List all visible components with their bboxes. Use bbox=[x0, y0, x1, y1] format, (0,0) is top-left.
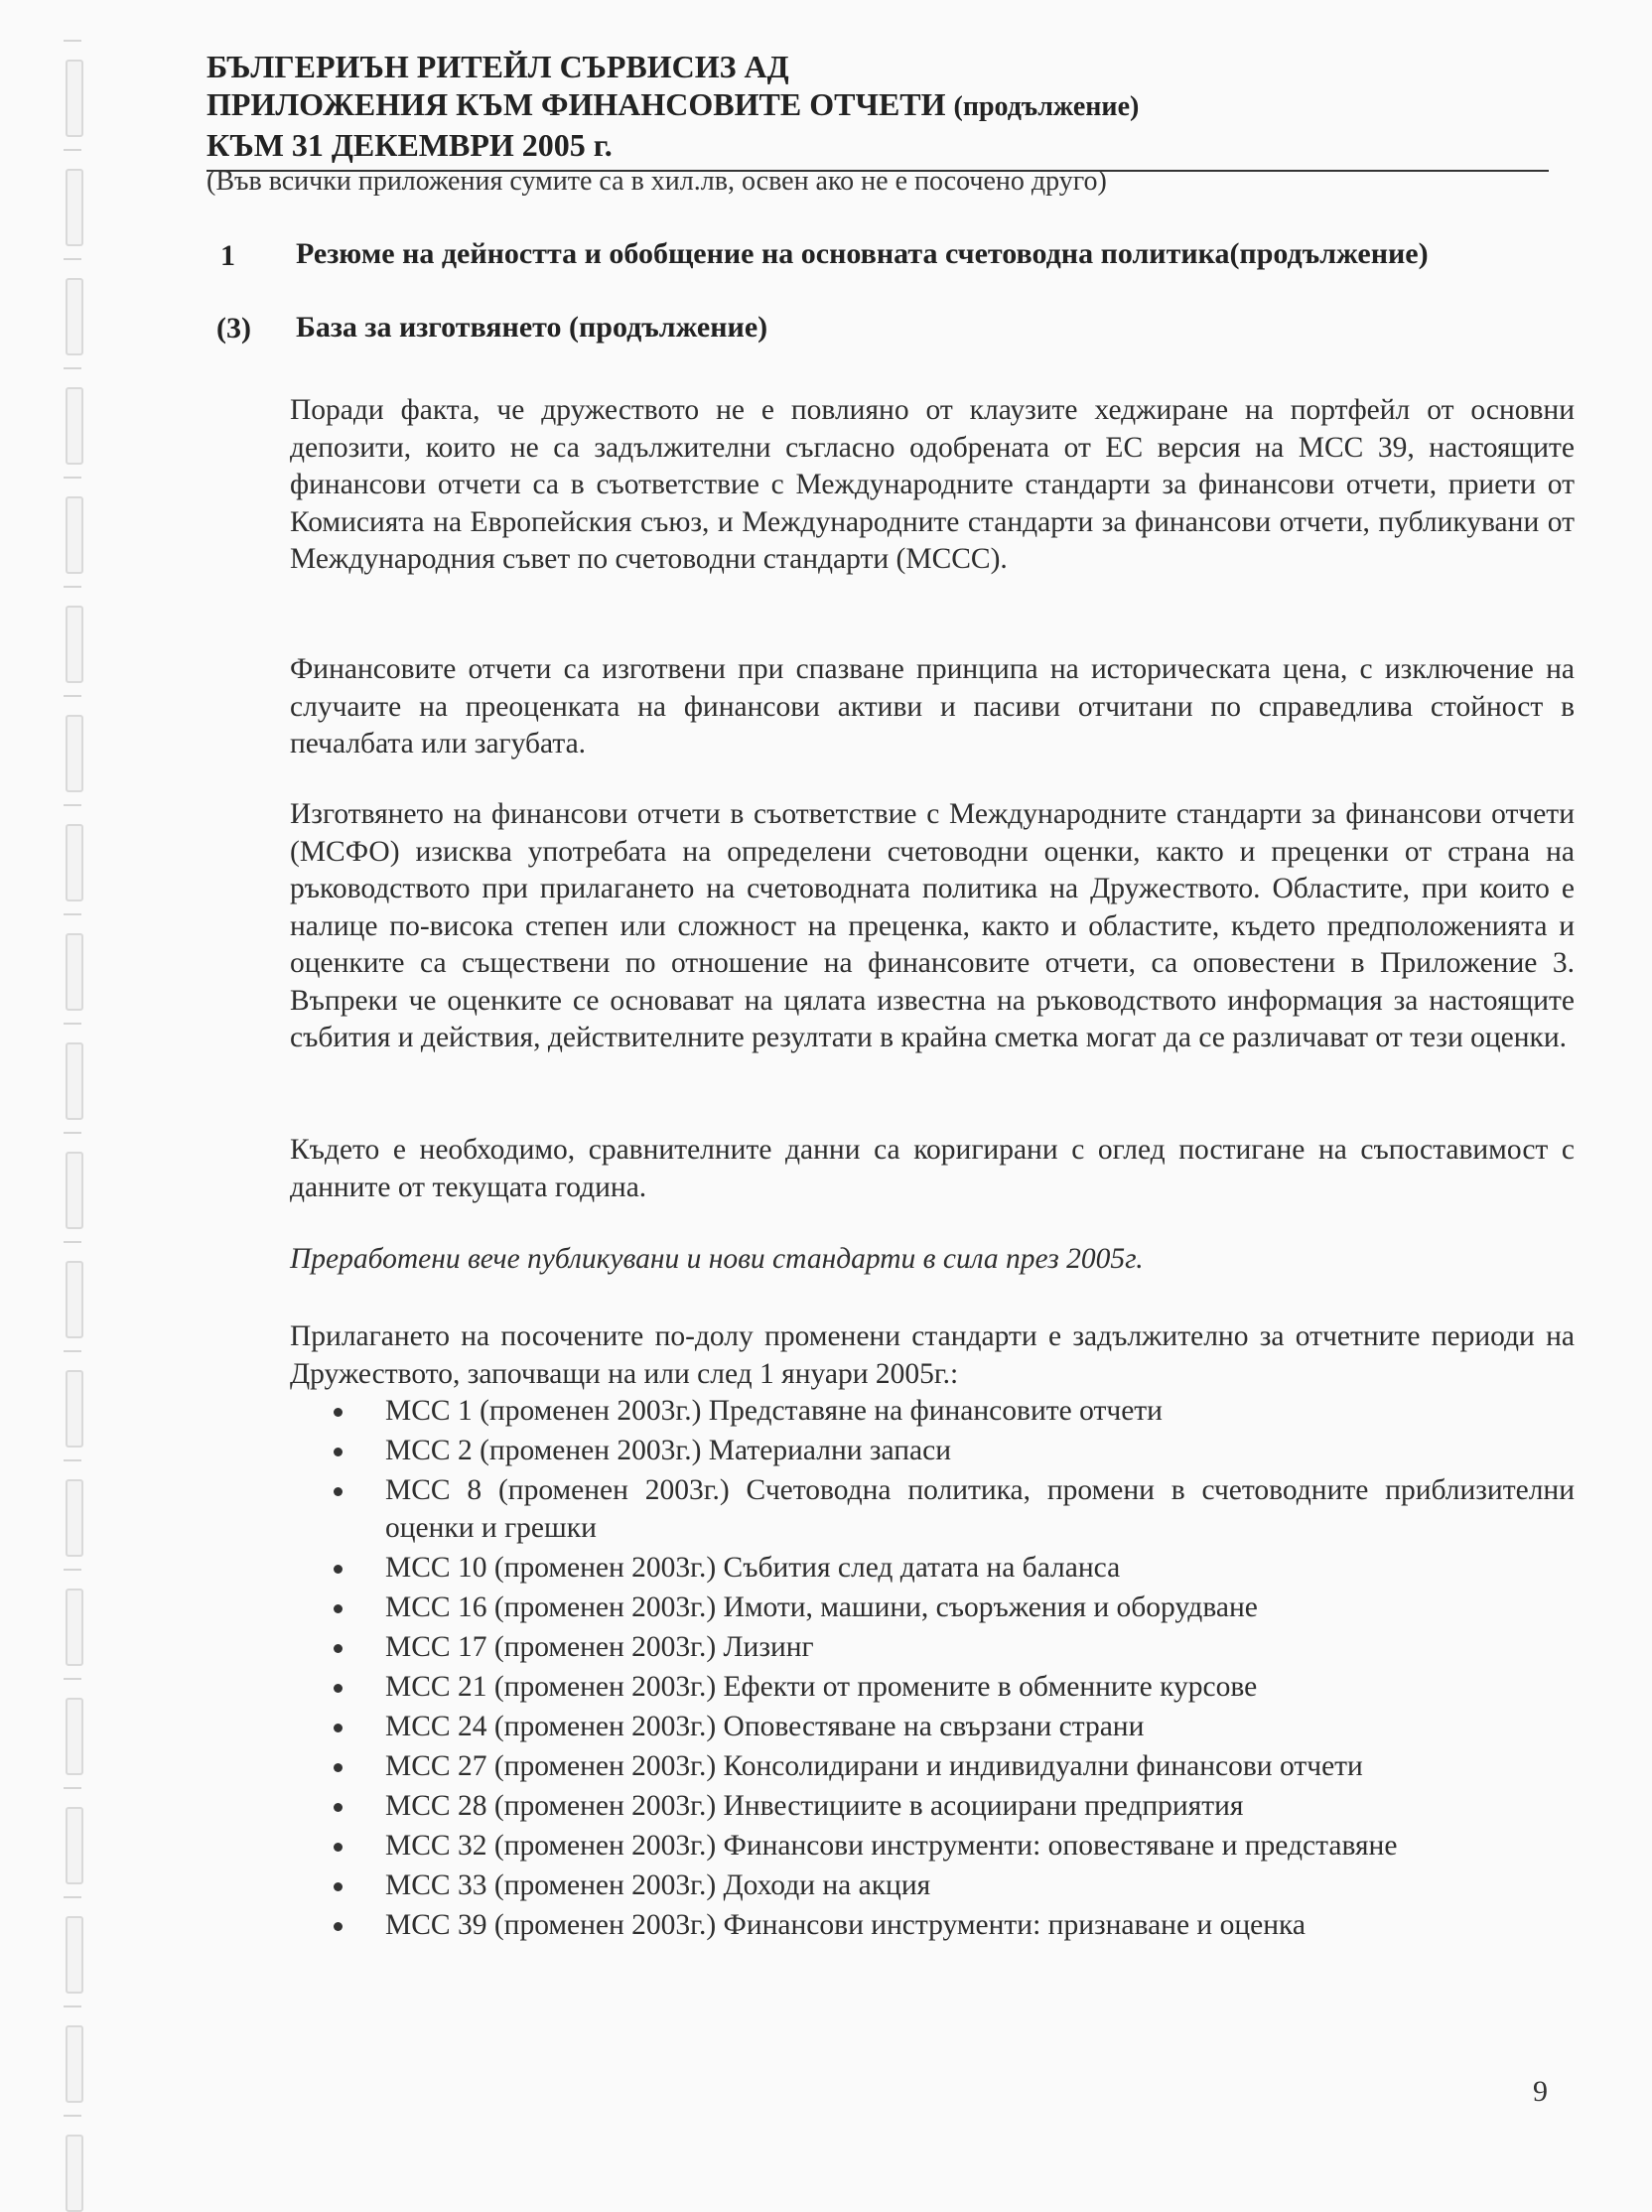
binding-hole bbox=[66, 1589, 83, 1666]
standard-text: МСС 8 (променен 2003г.) Счетоводна политика, промени в счетоводните приблизителни оценки и грешки bbox=[385, 1474, 1575, 1544]
bullet-icon bbox=[334, 1408, 343, 1417]
paragraph-estimates: Изготвянето на финансови отчети в съответствие с Международните стандарти за финансови отчети (МСФО) изисква употребата на определени счетоводни оценки, както и преценки от страна на ръководството при прилагането на счетоводната политика на Дружеството. Областите, при които е налице по-висока степен или сложност на преценка, както и областите, където предположенията и оценките са съществени по отношение на финансовите отчети, са оповестени в Приложение 3. Въпреки че оценките се основават на цялата известна на ръководството информация за настоящите събития и действия, действителните резултати в крайна сметка могат да се различават от тези оценки. bbox=[290, 798, 1575, 1053]
standard-list-item bbox=[328, 1907, 1575, 1945]
standard-text: МСС 2 (променен 2003г.) Материални запаси bbox=[385, 1435, 952, 1466]
standard-list-item bbox=[328, 1828, 1575, 1866]
bullet-icon bbox=[334, 1565, 343, 1574]
standard-text: МСС 10 (променен 2003г.) Събития след датата на баланса bbox=[385, 1551, 1121, 1584]
standard-list-item bbox=[328, 1709, 1575, 1746]
binding-hole-tick bbox=[64, 1569, 81, 1571]
document-title bbox=[206, 85, 1549, 126]
standard-list-item bbox=[328, 1748, 1575, 1786]
standard-text: МСС 1 (променен 2003г.) Представяне на финансовите отчети bbox=[385, 1395, 1163, 1427]
standard-list-item bbox=[328, 1393, 1575, 1431]
standard-text: МСС 33 (променен 2003г.) Доходи на акция bbox=[385, 1868, 931, 1901]
binding-hole bbox=[66, 1261, 83, 1338]
binding-hole bbox=[66, 715, 83, 792]
binding-hole bbox=[66, 278, 83, 355]
binding-hole-tick bbox=[64, 367, 81, 369]
paragraph-application: Прилагането на посочените по-долу променени стандарти е задължително за отчетните периоди на Дружеството, започващи на или след 1 януари 2005г.: bbox=[290, 1320, 1575, 1390]
binding-hole bbox=[66, 1698, 83, 1775]
binding-hole-tick bbox=[64, 586, 81, 588]
binding-hole-tick bbox=[64, 2005, 81, 2007]
standard-list-item bbox=[328, 1472, 1575, 1547]
page-number: 9 bbox=[1533, 2075, 1548, 2108]
paragraph-compliance: Поради факта, че дружеството не е повлияно от клаузите хеджиране на портфейл от основни депозити, които не са задължителни съгласно одобрената от ЕС версия на МСС 39, настоящите финансови отчети са в съответствие с Международните стандарти за финансови отчети, приети от Комисията на Европейския съюз, и Международните стандарти за финансови отчети, публикувани от Международния съвет по счетоводни стандарти (МССС). bbox=[290, 394, 1575, 575]
standard-text: МСС 16 (променен 2003г.) Имоти, машини, съоръжения и оборудване bbox=[385, 1590, 1258, 1623]
standard-text: МСС 28 (променен 2003г.) Инвестициите в асоциирани предприятия bbox=[385, 1789, 1244, 1822]
bullet-icon bbox=[334, 1604, 343, 1613]
bullet-icon bbox=[334, 1487, 343, 1496]
document-title-main: ПРИЛОЖЕНИЯ КЪМ ФИНАНСОВИТЕ ОТЧЕТИ bbox=[206, 86, 946, 122]
section-title: Резюме на дейността и обобщение на основната счетоводна политика(продължение) bbox=[296, 237, 1429, 270]
document-header bbox=[206, 48, 1549, 164]
binding-hole bbox=[66, 606, 83, 683]
binding-holes bbox=[56, 0, 95, 2201]
bullet-icon bbox=[334, 1724, 343, 1732]
standard-list-item bbox=[328, 1590, 1575, 1627]
binding-hole bbox=[66, 1807, 83, 1884]
standard-list-item bbox=[328, 1433, 1575, 1470]
binding-hole bbox=[66, 824, 83, 901]
paragraph-comparatives: Където е необходимо, сравнителните данни са коригирани с оглед постигане на съпоставимост с данните от текущата година. bbox=[290, 1134, 1575, 1203]
standard-list-item bbox=[328, 1629, 1575, 1667]
standard-list-item bbox=[328, 1788, 1575, 1826]
binding-hole bbox=[66, 496, 83, 574]
standards-list bbox=[328, 1393, 1575, 1947]
currency-note: (Във всички приложения сумите са в хил.лв, освен ако не е посочено друго) bbox=[206, 166, 1107, 197]
binding-hole-tick bbox=[64, 1350, 81, 1352]
binding-hole bbox=[66, 387, 83, 465]
binding-hole bbox=[66, 933, 83, 1011]
standard-text: МСС 32 (променен 2003г.) Финансови инструменти: оповестяване и представяне bbox=[385, 1829, 1398, 1862]
bullet-icon bbox=[334, 1644, 343, 1653]
paragraph-historical-cost: Финансовите отчети са изготвени при спазване принципа на историческата цена, с изключение на случаите на преоценката на финансови активи и пасиви отчитани по справедлива стойност в печалбата или загубата. bbox=[290, 653, 1575, 760]
bullet-icon bbox=[334, 1448, 343, 1456]
binding-hole-tick bbox=[64, 1132, 81, 1134]
binding-hole bbox=[66, 2025, 83, 2103]
binding-hole-tick bbox=[64, 258, 81, 260]
standard-text: МСС 27 (променен 2003г.) Консолидирани и индивидуални финансови отчети bbox=[385, 1749, 1363, 1782]
document-date: КЪМ 31 ДЕКЕМВРИ 2005 г. bbox=[206, 127, 613, 163]
binding-hole bbox=[66, 2135, 83, 2212]
standard-text: МСС 21 (променен 2003г.) Ефекти от промените в обменните курсове bbox=[385, 1670, 1258, 1703]
bullet-icon bbox=[334, 1882, 343, 1891]
bullet-icon bbox=[334, 1763, 343, 1772]
binding-hole-tick bbox=[64, 1787, 81, 1789]
standard-list-item bbox=[328, 1550, 1575, 1588]
standard-text: МСС 39 (променен 2003г.) Финансови инструменти: признаване и оценка bbox=[385, 1908, 1306, 1941]
binding-hole-tick bbox=[64, 1459, 81, 1461]
binding-hole-tick bbox=[64, 804, 81, 806]
binding-hole-tick bbox=[64, 1241, 81, 1243]
binding-hole-tick bbox=[64, 1896, 81, 1898]
binding-hole bbox=[66, 169, 83, 246]
section-number: 1 bbox=[220, 239, 235, 272]
binding-hole bbox=[66, 1042, 83, 1120]
binding-hole-tick bbox=[64, 40, 81, 42]
bullet-icon bbox=[334, 1684, 343, 1693]
binding-hole-tick bbox=[64, 1678, 81, 1680]
binding-hole-tick bbox=[64, 1023, 81, 1025]
binding-hole-tick bbox=[64, 477, 81, 479]
binding-hole bbox=[66, 1479, 83, 1557]
binding-hole bbox=[66, 1152, 83, 1229]
binding-hole bbox=[66, 60, 83, 137]
binding-hole-tick bbox=[64, 149, 81, 151]
binding-hole-tick bbox=[64, 2115, 81, 2117]
standard-text: МСС 17 (променен 2003г.) Лизинг bbox=[385, 1630, 814, 1663]
company-name: БЪЛГЕРИЪН РИТЕЙЛ СЪРВИСИЗ АД bbox=[206, 49, 789, 84]
bullet-icon bbox=[334, 1803, 343, 1812]
standard-list-item bbox=[328, 1669, 1575, 1707]
binding-hole bbox=[66, 1370, 83, 1448]
binding-hole-tick bbox=[64, 695, 81, 697]
bullet-icon bbox=[334, 1922, 343, 1931]
document-title-suffix: (продължение) bbox=[953, 91, 1140, 122]
subsection-title: База за изготвянето (продължение) bbox=[296, 311, 768, 344]
bullet-icon bbox=[334, 1843, 343, 1852]
subsection-number: (3) bbox=[216, 312, 251, 345]
binding-hole-tick bbox=[64, 913, 81, 915]
binding-hole bbox=[66, 1916, 83, 1994]
standard-text: МСС 24 (променен 2003г.) Оповестяване на свързани страни bbox=[385, 1710, 1145, 1742]
standard-list-item bbox=[328, 1867, 1575, 1905]
subheading-new-standards: Преработени вече публикувани и нови стандарти в сила през 2005г. bbox=[290, 1243, 1144, 1275]
